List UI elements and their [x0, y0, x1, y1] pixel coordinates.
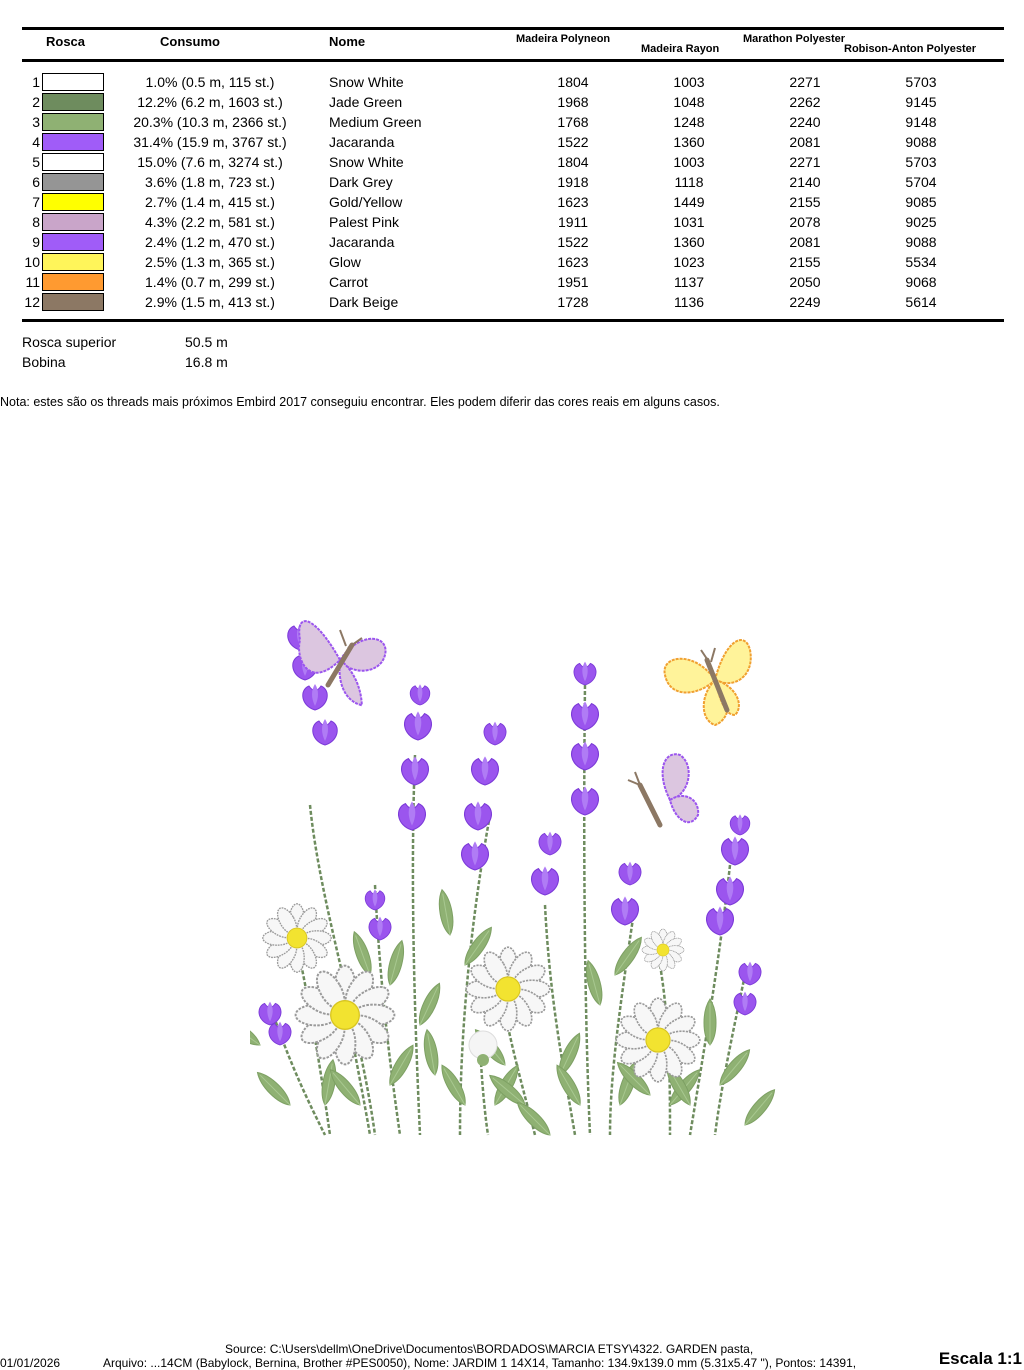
thread-color-swatch [42, 233, 104, 251]
thread-color-swatch [42, 173, 104, 191]
header-nome: Nome [329, 34, 366, 49]
robison-anton-code: 9088 [905, 134, 937, 150]
header-rosca: Rosca [46, 34, 86, 49]
robison-anton-code: 5703 [905, 154, 937, 170]
marathon-polyester-code: 2155 [789, 254, 821, 270]
table-row [0, 152, 1024, 172]
footer-date: 01/01/2026 [0, 1356, 61, 1370]
madeira-polyneon-code: 1918 [557, 174, 589, 190]
robison-anton-code: 5704 [905, 174, 937, 190]
robison-anton-code: 9148 [905, 114, 937, 130]
marathon-polyester-code: 2249 [789, 294, 821, 310]
marathon-polyester-code: 2078 [789, 214, 821, 230]
madeira-rayon-code: 1360 [673, 234, 705, 250]
thread-number: 4 [32, 134, 40, 150]
robison-anton-code: 9085 [905, 194, 937, 210]
rosca-superior-label: Rosca superior [22, 334, 117, 350]
thread-color-swatch [42, 273, 104, 291]
robison-anton-code: 5614 [905, 294, 937, 310]
madeira-polyneon-code: 1968 [557, 94, 589, 110]
madeira-rayon-code: 1136 [673, 294, 705, 310]
table-row [0, 272, 1024, 292]
footer-arquivo: Arquivo: ...14CM (Babylock, Bernina, Brother #PES0050), Nome: JARDIM 1 14X14, Tamanho: 134.9x139.0 mm (5.31x5.47 "), Pontos: 14391, [103, 1356, 857, 1370]
footer-scale: Escala 1:1 [938, 1349, 1022, 1368]
thread-color-swatch [42, 293, 104, 311]
madeira-polyneon-code: 1728 [557, 294, 589, 310]
madeira-rayon-code: 1137 [673, 274, 705, 290]
bobina-value: 16.8 m [185, 354, 228, 370]
thread-color-swatch [42, 193, 104, 211]
madeira-polyneon-code: 1951 [557, 274, 589, 290]
thread-name: Gold/Yellow [329, 194, 403, 210]
thread-number: 3 [32, 114, 40, 130]
thread-consumption: 4.3% (2.2 m, 581 st.) [145, 214, 275, 230]
robison-anton-code: 5534 [905, 254, 937, 270]
table-row [0, 92, 1024, 112]
robison-anton-code: 9145 [905, 94, 937, 110]
thread-consumption: 2.4% (1.2 m, 470 st.) [145, 234, 275, 250]
table-row [0, 132, 1024, 152]
thread-number: 10 [24, 254, 40, 270]
thread-color-swatch [42, 133, 104, 151]
table-row [0, 252, 1024, 272]
robison-anton-code: 9025 [905, 214, 937, 230]
madeira-polyneon-code: 1522 [557, 134, 589, 150]
thread-number: 7 [32, 194, 40, 210]
footer-source: Source: C:\Users\dellm\OneDrive\Documentos\BORDADOS\MARCIA ETSY\4322. GARDEN pasta, [225, 1342, 754, 1356]
marathon-polyester-code: 2155 [789, 194, 821, 210]
thread-name: Jacaranda [329, 234, 395, 250]
embroidery-design-preview [250, 605, 780, 1150]
madeira-rayon-code: 1031 [673, 214, 705, 230]
thread-name: Medium Green [329, 114, 422, 130]
rosca-superior-value: 50.5 m [185, 334, 228, 350]
thread-consumption: 1.4% (0.7 m, 299 st.) [145, 274, 275, 290]
thread-name: Carrot [329, 274, 368, 290]
thread-color-swatch [42, 113, 104, 131]
header-robison-anton-polyester: Robison-Anton Polyester [844, 43, 977, 55]
madeira-rayon-code: 1048 [673, 94, 705, 110]
thread-consumption: 1.0% (0.5 m, 115 st.) [145, 74, 275, 90]
thread-color-swatch [42, 213, 104, 231]
marathon-polyester-code: 2271 [789, 74, 821, 90]
robison-anton-code: 5703 [905, 74, 937, 90]
madeira-rayon-code: 1248 [673, 114, 705, 130]
table-row [0, 212, 1024, 232]
marathon-polyester-code: 2240 [789, 114, 821, 130]
thread-consumption: 20.3% (10.3 m, 2366 st.) [133, 114, 287, 130]
robison-anton-code: 9088 [905, 234, 937, 250]
madeira-polyneon-code: 1623 [557, 254, 589, 270]
header-marathon-polyester: Marathon Polyester [743, 33, 846, 45]
thread-color-swatch [42, 153, 104, 171]
robison-anton-code: 9068 [905, 274, 937, 290]
table-row [0, 292, 1024, 312]
thread-name: Dark Grey [329, 174, 393, 190]
thread-consumption: 3.6% (1.8 m, 723 st.) [145, 174, 275, 190]
marathon-polyester-code: 2081 [789, 134, 821, 150]
thread-number: 12 [24, 294, 40, 310]
thread-color-swatch [42, 73, 104, 91]
table-row [0, 172, 1024, 192]
thread-name: Jacaranda [329, 134, 395, 150]
madeira-rayon-code: 1449 [673, 194, 705, 210]
marathon-polyester-code: 2081 [789, 234, 821, 250]
header-madeira-polyneon: Madeira Polyneon [516, 33, 611, 45]
table-row [0, 72, 1024, 92]
thread-consumption: 12.2% (6.2 m, 1603 st.) [137, 94, 283, 110]
madeira-rayon-code: 1003 [673, 154, 705, 170]
table-row [0, 232, 1024, 252]
madeira-rayon-code: 1118 [674, 174, 704, 190]
thread-name: Snow White [329, 154, 404, 170]
thread-consumption: 2.9% (1.5 m, 413 st.) [145, 294, 275, 310]
bobina-label: Bobina [22, 354, 66, 370]
table-row [0, 192, 1024, 212]
thread-consumption: 31.4% (15.9 m, 3767 st.) [133, 134, 287, 150]
marathon-polyester-code: 2262 [789, 94, 821, 110]
table-row [0, 112, 1024, 132]
thread-number: 9 [32, 234, 40, 250]
madeira-polyneon-code: 1522 [557, 234, 589, 250]
madeira-rayon-code: 1360 [673, 134, 705, 150]
thread-name: Palest Pink [329, 214, 400, 230]
madeira-polyneon-code: 1911 [557, 214, 589, 230]
thread-note: Nota: estes são os threads mais próximos Embird 2017 conseguiu encontrar. Eles podem diferir das cores reais em alguns casos. [0, 395, 720, 409]
thread-number: 6 [32, 174, 40, 190]
table-header-rule [22, 59, 1004, 62]
marathon-polyester-code: 2140 [789, 174, 821, 190]
madeira-polyneon-code: 1804 [557, 154, 589, 170]
madeira-polyneon-code: 1804 [557, 74, 589, 90]
thread-number: 5 [32, 154, 40, 170]
marathon-polyester-code: 2050 [789, 274, 821, 290]
table-bottom-rule [22, 319, 1004, 322]
thread-color-swatch [42, 93, 104, 111]
header-madeira-rayon: Madeira Rayon [641, 43, 720, 55]
thread-name: Dark Beige [329, 294, 399, 310]
thread-number: 2 [32, 94, 40, 110]
table-top-rule [22, 27, 1004, 30]
thread-name: Snow White [329, 74, 404, 90]
thread-number: 11 [25, 274, 40, 290]
thread-name: Glow [329, 254, 361, 270]
header-consumo: Consumo [160, 34, 220, 49]
thread-number: 1 [32, 74, 40, 90]
thread-name: Jade Green [329, 94, 403, 110]
thread-color-swatch [42, 253, 104, 271]
madeira-rayon-code: 1003 [673, 74, 705, 90]
thread-consumption: 2.7% (1.4 m, 415 st.) [145, 194, 275, 210]
thread-consumption: 2.5% (1.3 m, 365 st.) [145, 254, 275, 270]
thread-consumption: 15.0% (7.6 m, 3274 st.) [137, 154, 283, 170]
thread-number: 8 [32, 214, 40, 230]
marathon-polyester-code: 2271 [789, 154, 821, 170]
madeira-polyneon-code: 1623 [557, 194, 589, 210]
madeira-rayon-code: 1023 [673, 254, 705, 270]
madeira-polyneon-code: 1768 [557, 114, 589, 130]
